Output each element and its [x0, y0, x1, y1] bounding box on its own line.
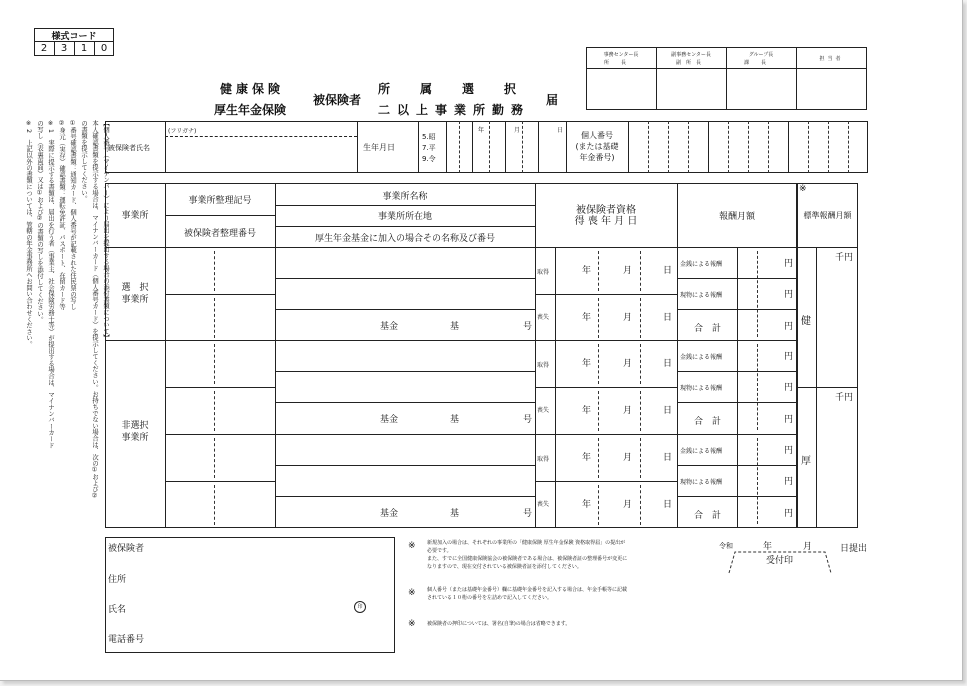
cash-pay-label: 金銭による報酬	[680, 448, 723, 455]
acquire-label: 取得	[537, 456, 550, 463]
form-code-digit: 3	[60, 43, 68, 54]
title-dual-office: 二以上事業所勤務	[378, 103, 531, 117]
std-note-mark: ※	[799, 184, 807, 194]
date-year-unit: 年	[582, 500, 592, 510]
personal-number-label: 個人番号 (または基礎 年金番号)	[575, 131, 619, 162]
submit-month-unit: 月	[803, 542, 813, 552]
fund-number-label: 号	[523, 322, 533, 332]
acquire-label: 取得	[537, 362, 550, 369]
yen-unit: 円	[784, 509, 794, 519]
date-day-unit: 日	[663, 313, 673, 323]
yen-unit: 円	[784, 259, 794, 269]
kind-pay-label: 現物による報酬	[680, 292, 723, 299]
submit-year-unit: 年	[763, 542, 773, 552]
std-pay-unit-2: 千円	[835, 393, 854, 403]
header-qualification: 被保険者資格 得 喪 年 月 日	[574, 205, 638, 227]
date-day-unit: 日	[663, 266, 673, 276]
birth-date-label: 生年月日	[363, 143, 395, 152]
furigana-label: (フリガナ)	[168, 128, 197, 135]
note-mark-2: ※	[408, 588, 416, 598]
address-label: 住所	[108, 575, 127, 585]
date-year-unit: 年	[582, 266, 592, 276]
header-office-address: 事業所所在地	[377, 212, 432, 222]
section-unselected-office: 非選択 事業所	[121, 421, 149, 443]
yen-unit: 円	[784, 352, 794, 362]
yen-unit: 円	[784, 383, 794, 393]
birth-month-unit: 月	[514, 127, 521, 134]
form-code-digit: 1	[80, 43, 88, 54]
title-selection: 所属選択	[378, 82, 547, 96]
total-label: 合 計	[694, 511, 722, 521]
yen-unit: 円	[784, 415, 794, 425]
era-heisei: 7.平	[422, 144, 436, 152]
header-fund-note: 厚生年金基金に加入の場合その名称及び番号	[314, 234, 495, 244]
date-month-unit: 月	[623, 313, 633, 323]
lose-label: 喪失	[537, 407, 550, 414]
date-day-unit: 日	[663, 453, 673, 463]
header-insured-reg-no: 被保険者整理番号	[183, 229, 256, 239]
lose-label: 喪失	[537, 501, 550, 508]
lose-label: 喪失	[537, 314, 550, 321]
acquire-label: 取得	[537, 269, 550, 276]
approval-head-2: 副事務センター長	[671, 52, 711, 58]
date-day-unit: 日	[663, 500, 673, 510]
note-new-enrollment: 新規加入の場合は、それぞれの事業所の「健康保険 厚生年金保険 資格取得届」の提出が 必要です。 また、すでに全国健康保険協会の被保険者である場合は、被保険者証の整理番号が変更に なりますので、現在交付されている被保険者証を添付してください。	[427, 540, 628, 570]
date-year-unit: 年	[582, 406, 592, 416]
insured-name-label: 被保険者氏名	[108, 144, 150, 152]
birth-day-unit: 日	[557, 127, 564, 134]
fund-base-label: 基	[450, 415, 460, 425]
kind-pay-label: 現物による報酬	[680, 385, 723, 392]
received-stamp-label: 受付印	[766, 556, 794, 566]
header-monthly-pay: 報酬月額	[718, 212, 755, 222]
name-label: 氏名	[108, 605, 127, 615]
approval-head-1: 事務センター長	[603, 52, 639, 58]
insured-name-input[interactable]	[168, 137, 354, 171]
fund-base-label: 基	[450, 322, 460, 332]
fund-label: 基金	[380, 322, 399, 332]
yen-unit: 円	[784, 477, 794, 487]
approval-head-3: グループ長	[748, 52, 774, 58]
approval-head-3b: 課長	[743, 60, 778, 66]
date-year-unit: 年	[582, 313, 592, 323]
date-month-unit: 月	[623, 453, 633, 463]
section-selected-office: 選 択 事業所	[121, 283, 149, 305]
cash-pay-label: 金銭による報酬	[680, 354, 723, 361]
note-mark-3: ※	[408, 619, 416, 629]
kind-pay-label: 現物による報酬	[680, 479, 723, 486]
fund-number-label: 号	[523, 415, 533, 425]
standard-pay-column	[797, 183, 858, 528]
date-month-unit: 月	[623, 266, 633, 276]
std-pension-label: 厚	[801, 456, 811, 467]
header-standard-pay: 標準報酬月額	[803, 211, 852, 220]
date-day-unit: 日	[663, 406, 673, 416]
era-showa: 5.昭	[422, 133, 436, 141]
side-note: 【個人番号（マイナンバー）により届出を提出する場合の添付書類について】 本人確認書類を提示する場合は、マイナンバーカード（個人番号カード）を提示してください。お持ちでない場合は、次の①および② の書類を提示してください。 ①番号確認書類：通知カード、個人番号が記載された住民票の写し ②身元（実存）確認書類：運転免許証、パスポート、在留カード等 ※ 1 実際に提示する書類は、届出を行う者（事業主、社会保険労務士等）が提出する場合は、マイナンバーカード の写し（表裏両面）又は①および②の書類の写しを添付してください。 ※ 2 上記以外の書類については、管轄の年金事務所へお問い合わせください。	[25, 120, 109, 500]
approval-head-2b: 副所長	[675, 60, 706, 66]
era-options	[422, 132, 436, 165]
reiwa-label: 令和	[719, 542, 733, 550]
title-health: 健康保険	[220, 82, 285, 96]
date-month-unit: 月	[623, 359, 633, 369]
fund-base-label: 基	[450, 509, 460, 519]
date-year-unit: 年	[582, 453, 592, 463]
cash-pay-label: 金銭による報酬	[680, 261, 723, 268]
header-office: 事業所	[121, 211, 149, 221]
header-reg-no: 事業所整理記号	[188, 196, 252, 206]
bottom-insured-label: 被保険者	[108, 544, 145, 554]
yen-unit: 円	[784, 322, 794, 332]
note-personal-number: 個人番号（または基礎年金番号）欄に基礎年金番号を記入する場合は、年金手帳等に記載 されている１０桁の番号を左詰めで記入してください。	[427, 587, 628, 601]
std-health-label: 健	[801, 316, 811, 327]
submit-day-label: 日提出	[840, 544, 868, 554]
fund-label: 基金	[380, 415, 399, 425]
birth-year-unit: 年	[478, 127, 485, 134]
total-label: 合 計	[694, 324, 722, 334]
date-year-unit: 年	[582, 359, 592, 369]
seal-mark: 印	[354, 601, 366, 613]
total-label: 合 計	[694, 417, 722, 427]
title-insured: 被保険者	[313, 93, 362, 107]
fund-label: 基金	[380, 509, 399, 519]
approval-head-1b: 所長	[603, 60, 638, 66]
era-reiwa: 9.令	[422, 155, 436, 163]
note-mark-1: ※	[408, 541, 416, 551]
title-notification: 届	[546, 93, 559, 107]
form-code-label: 様式コード	[51, 32, 97, 42]
insured-contact-box	[105, 537, 395, 653]
title-pension: 厚生年金保険	[214, 103, 287, 117]
header-office-name: 事業所名称	[382, 192, 428, 202]
std-pay-unit-1: 千円	[835, 253, 854, 263]
note-seal-omission: 被保険者の押印については、署名(自筆)の場合は省略できます。	[427, 621, 571, 627]
fund-number-label: 号	[523, 509, 533, 519]
date-month-unit: 月	[623, 500, 633, 510]
yen-unit: 円	[784, 290, 794, 300]
approval-head-4: 担当者	[819, 56, 844, 62]
date-day-unit: 日	[663, 359, 673, 369]
form-code-digit: 2	[40, 43, 48, 54]
phone-label: 電話番号	[108, 635, 145, 645]
form-code-digit: 0	[100, 43, 108, 54]
yen-unit: 円	[784, 446, 794, 456]
date-month-unit: 月	[623, 406, 633, 416]
